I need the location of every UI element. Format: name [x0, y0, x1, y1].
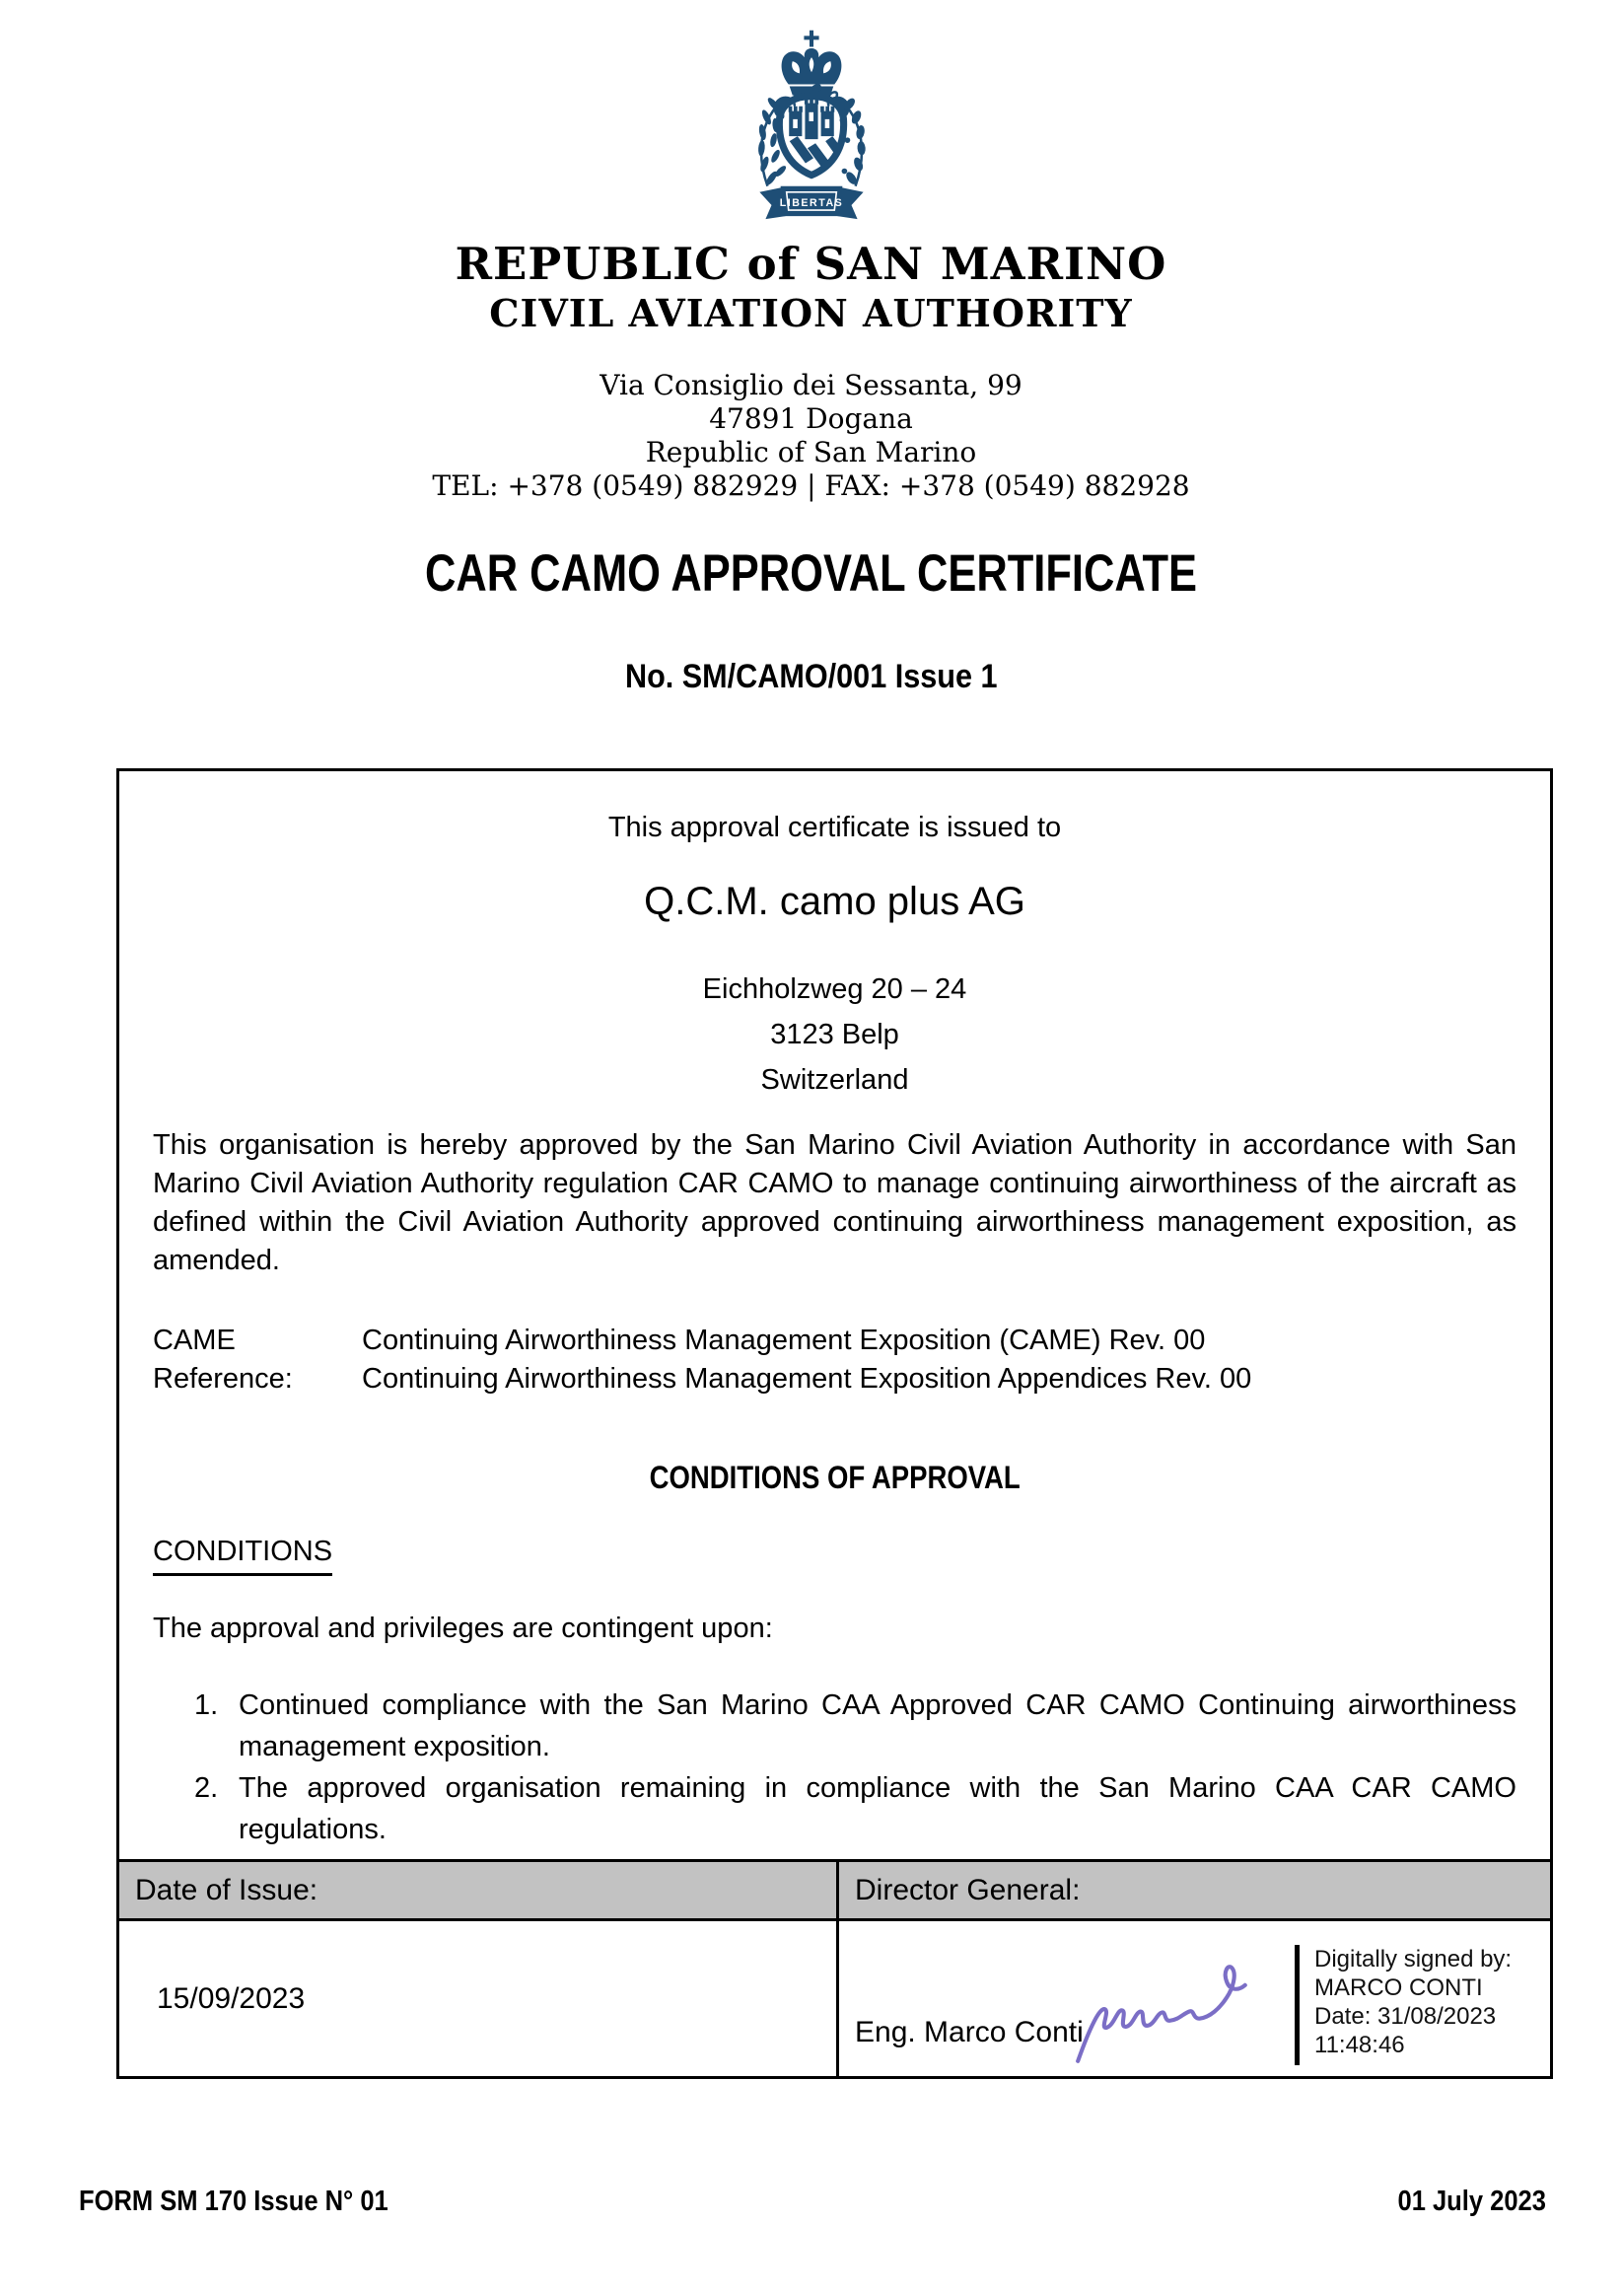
san-marino-coat-of-arms-icon [732, 28, 891, 229]
conditions-of-approval-heading: CONDITIONS OF APPROVAL [649, 1460, 1021, 1495]
director-general-header: Director General: [855, 1873, 1081, 1906]
came-reference [153, 1322, 1516, 1399]
condition-item [153, 1685, 1516, 1767]
digital-signature-text [1314, 1945, 1512, 2059]
came-reference-label: CAME Reference: [153, 1325, 293, 1395]
handwritten-signature-icon [1072, 1955, 1254, 2068]
signature-table-header [119, 1859, 1550, 1921]
authority-address [0, 369, 1622, 503]
director-signature-cell [839, 1921, 1550, 2076]
company-address-line: 3123 Belp [770, 1019, 899, 1050]
approval-paragraph: This organisation is hereby approved by the San Marino Civil Aviation Authority in accordance with San Marino Civil Aviation Authority regulation CAR CAMO to manage continuing airworthiness of the aircraft as defined within the Civil Aviation Authority approved continuing airworthiness management exposition, as amended. [153, 1129, 1516, 1276]
footer-date: 01 July 2023 [1397, 2186, 1546, 2217]
condition-item [153, 1767, 1516, 1850]
came-reference-line: Continuing Airworthiness Management Exposition Appendices Rev. 00 [362, 1363, 1252, 1395]
conditions-subheading: CONDITIONS [153, 1533, 1516, 1576]
company-address-line: Switzerland [760, 1064, 909, 1096]
digital-signature-line: Digitally signed by: [1314, 1946, 1513, 1973]
certificate-box [116, 768, 1553, 2079]
address-line: Republic of San Marino [645, 436, 977, 468]
date-of-issue-header: Date of Issue: [119, 1862, 839, 1918]
address-line: TEL: +378 (0549) 882929 | FAX: +378 (0549) 882928 [432, 469, 1190, 502]
condition-text: The approved organisation remaining in compliance with the San Marino CAA CAR CAMO regulations. [239, 1772, 1516, 1845]
org-name-line1: REPUBLIC of SAN MARINO [455, 238, 1167, 290]
issued-to-intro: This approval certificate is issued to [607, 812, 1062, 843]
digital-signature-line: Date: 31/08/2023 [1314, 2003, 1497, 2030]
address-line: 47891 Dogana [709, 402, 913, 435]
date-of-issue-value: 15/09/2023 [119, 1921, 839, 2076]
letterhead [0, 28, 1622, 697]
certificate-title: CAR CAMO APPROVAL CERTIFICATE [424, 544, 1198, 603]
digital-signature-divider [1295, 1945, 1300, 2065]
condition-number: 1. [194, 1689, 219, 1721]
digital-signature-line: 11:48:46 [1314, 2032, 1405, 2058]
conditions-intro: The approval and privileges are contingent upon: [153, 1613, 773, 1644]
crown-icon [781, 48, 841, 84]
cross-icon [804, 31, 818, 47]
org-name-line2: CIVIL AVIATION AUTHORITY [489, 291, 1133, 335]
conditions-list [153, 1685, 1516, 1850]
came-reference-lines [362, 1322, 1251, 1399]
certificate-body [119, 771, 1550, 1859]
came-reference-line: Continuing Airworthiness Management Exposition (CAME) Rev. 00 [362, 1325, 1206, 1356]
address-line: Via Consiglio dei Sessanta, 99 [599, 369, 1023, 401]
libertas-motto: LIBERTAS [779, 196, 843, 209]
condition-text: Continued compliance with the San Marino CAA Approved CAR CAMO Continuing airworthiness management exposition. [239, 1689, 1516, 1762]
company-address [153, 967, 1516, 1103]
certificate-number: No. SM/CAMO/001 Issue 1 [624, 658, 998, 695]
signature-table-row [119, 1921, 1550, 2076]
director-name: Eng. Marco Conti [855, 2016, 1084, 2048]
digital-signature-line: MARCO CONTI [1314, 1974, 1483, 2001]
company-name: Q.C.M. camo plus AG [644, 880, 1025, 923]
condition-number: 2. [194, 1772, 219, 1804]
footer-form-number: FORM SM 170 Issue N° 01 [79, 2186, 388, 2217]
page-footer [79, 2186, 1546, 2218]
company-address-line: Eichholzweg 20 – 24 [702, 973, 967, 1005]
